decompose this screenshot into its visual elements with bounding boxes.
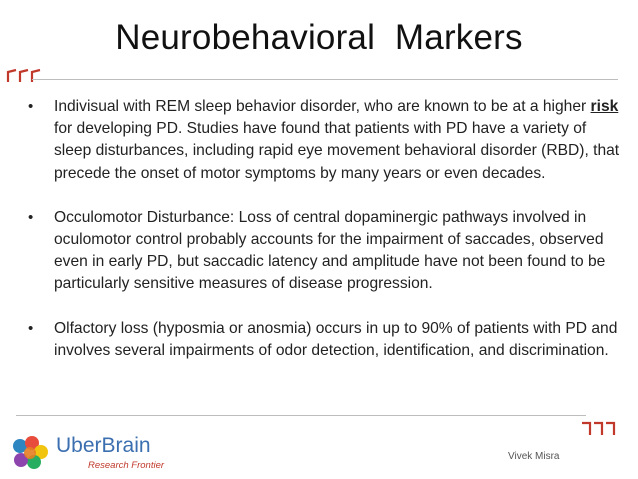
logo-tagline: Research Frontier [88,460,165,471]
slide-title: Neurobehavioral Markers [115,18,523,57]
author-name: Vivek Misra [508,451,560,462]
bullet-text-emphasis: risk [590,98,619,115]
bullet-dot: • [28,98,34,115]
footer-divider [16,415,586,416]
bullet-dot: • [28,208,34,226]
uberbrain-logo [10,434,210,474]
bullet-list [26,96,626,362]
bullet-text-start: Indivisual with REM sleep behavior disorder, who are known to be at a higher [54,98,591,115]
bullet-item [26,318,626,362]
bullet-item [26,207,626,296]
decorative-quote-marks-right [576,419,616,441]
bullet-text: Olfactory loss (hyposmia or anosmia) occurs in up to 90% of patients with PD and involves several impairments of odor detection, identification, and discrimination. [54,319,618,359]
decorative-quote-marks-left [6,66,46,88]
bullet-text: Occulomotor Disturbance: Loss of central dopaminergic pathways involved in oculomotor control probably accounts for the impairment of saccades, observed even in early PD, but saccadic latency and amplitude have not been found to be particularly sensitive measures of disease progression. [54,208,606,293]
title-divider [32,79,618,80]
logo-name: UberBrain [56,434,151,457]
bullet-item [26,96,626,185]
bullet-text-end: for developing PD. Studies have found that patients with PD have a variety of sleep disturbances, including rapid eye movement behavioral disorder (RBD), that precede the onset of motor symptoms by many years or even decades. [54,120,620,182]
bullet-dot: • [28,319,34,337]
brain-icon [10,434,50,474]
